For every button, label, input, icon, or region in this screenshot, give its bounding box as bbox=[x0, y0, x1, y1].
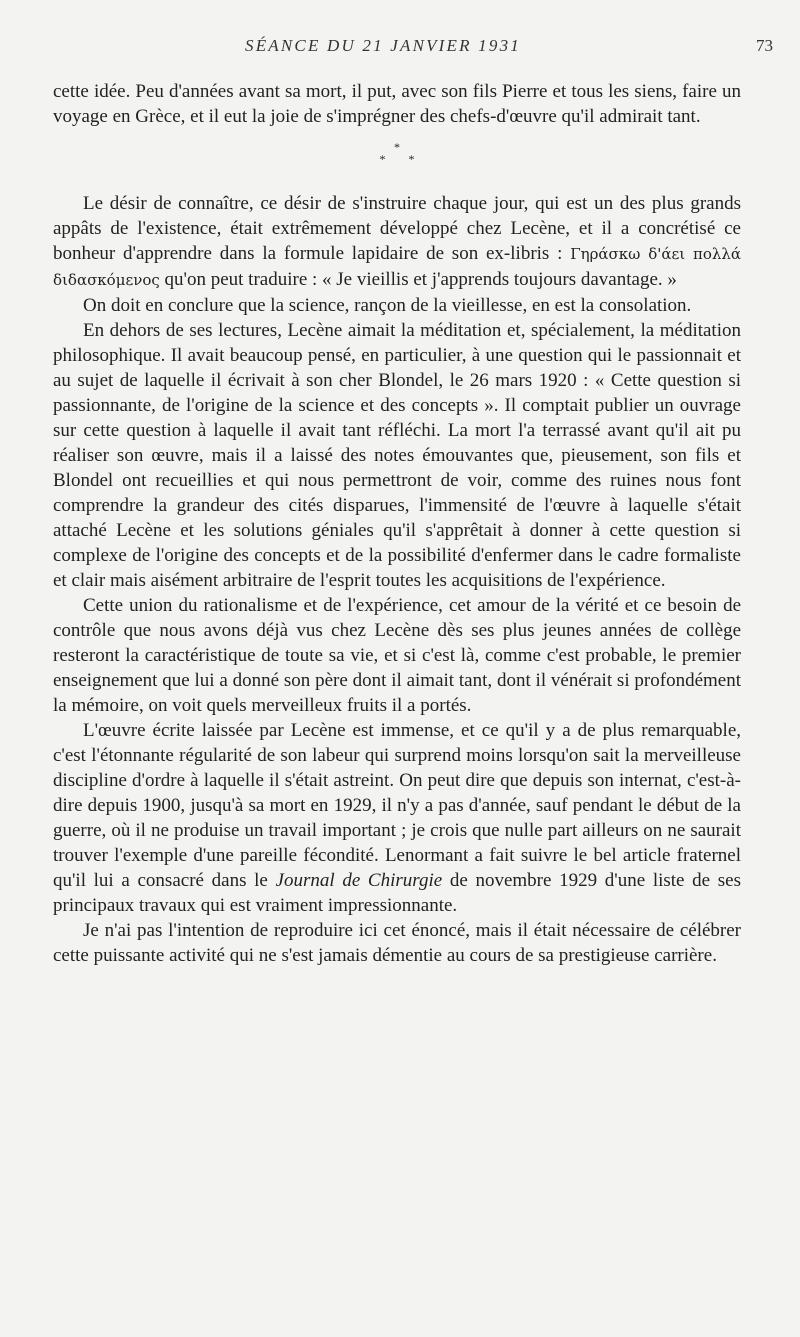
asterism-bottom-stars: * * bbox=[379, 152, 425, 166]
journal-title: Journal de Chirurgie bbox=[275, 870, 443, 891]
paragraph-2-text-start: Le désir de connaître, ce désir de s'instruire chaque jour, qui est un des plus grands appâts de l'existence, était extrêmement développé chez Lecène, et il a concrétisé ce bonheur d'apprendre dans la formule lapidaire de son ex-libris : bbox=[53, 193, 741, 264]
paragraph-7: Je n'ai pas l'intention de reproduire ici cet énoncé, mais il était nécessaire de célébrer cette puissante activité qui ne s'est jamais démentie au cours de sa prestigieuse carrière. bbox=[53, 920, 741, 966]
greek-ex-libris-motto: Γηράσκω δ'άει πολλά διδασκόμενος bbox=[53, 245, 741, 289]
running-head-title: SÉANCE DU 21 JANVIER 1931 bbox=[245, 36, 521, 55]
paragraph-6-text-start: L'œuvre écrite laissée par Lecène est immense, et ce qu'il y a de plus remarquable, c'est l'étonnante régularité de son labeur qui surprend moins lorsqu'on sait la merveilleuse discipline d'ordre à laquelle il s'était astreint. On peut dire que depuis son internat, c'est-à-dire depuis 1900, jusqu'à sa mort en 1929, il n'y a pas d'année, sauf pendant le début de la guerre, où il ne produise un travail important ; je crois que nulle part ailleurs on ne saurait trouver l'exemple d'une pareille fécondité. Lenormant a fait suivre le bel article fraternel qu'il lui a consacré dans le bbox=[53, 720, 741, 891]
page-number: 73 bbox=[756, 36, 773, 55]
paragraph-2 bbox=[53, 191, 741, 293]
body-text bbox=[53, 79, 741, 968]
running-head bbox=[0, 36, 800, 60]
paragraph-6 bbox=[53, 718, 741, 918]
paragraph-4: En dehors de ses lectures, Lecène aimait la méditation et, spécialement, la méditation philosophique. Il avait beaucoup pensé, en particulier, à une question qui le passionnait et au sujet de laquelle il écrivait à son cher Blondel, le 26 mars 1920 : « Cette question si passionnante, de l'origine de la science et des concepts ». Il comptait publier un ouvrage sur cette question à laquelle il avait tant réfléchi. La mort l'a terrassé avant qu'il ait pu réaliser son œuvre, mais il a laissé des notes émouvantes que, pieusement, son fils et Blondel ont recueillies et qui nous permettront de voir, comme des ruines nous font comprendre la grandeur des cités disparues, l'immensité de l'œuvre à laquelle s'était attaché Lecène et les solutions géniales qu'il s'apprêtait à donner à cette question si complexe de l'origine des concepts et de la possibilité d'enfermer dans le cadre formaliste et clair mais aisément arbitraire de l'esprit toutes les acquisitions de l'expérience. bbox=[53, 320, 741, 591]
section-separator bbox=[53, 131, 741, 191]
paragraph-3: On doit en conclure que la science, rançon de la vieillesse, en est la consolation. bbox=[83, 295, 692, 316]
paragraph-5: Cette union du rationalisme et de l'expérience, cet amour de la vérité et ce besoin de contrôle que nous avons déjà vus chez Lecène dès ses plus jeunes années de collège resteront la caractéristique de toute sa vie, et si c'est là, comme c'est probable, le premier enseignement que lui a donné son père dont il aimait tant, dont il vénérait si profondément la mémoire, on voit quels merveilleux fruits il a portés. bbox=[53, 595, 741, 716]
paragraph-1: cette idée. Peu d'années avant sa mort, il put, avec son fils Pierre et tous les siens, faire un voyage en Grèce, et il eut la joie de s'imprégner des chefs-d'œuvre qu'il admirait tant. bbox=[53, 81, 741, 127]
paragraph-6-text-end: de novembre 1929 d'une liste de ses principaux travaux qui est vraiment impressionnante. bbox=[53, 870, 741, 916]
paragraph-2-text-end: qu'on peut traduire : « Je vieillis et j'apprends toujours davantage. » bbox=[159, 269, 677, 290]
asterism-top-star: * bbox=[394, 140, 400, 154]
